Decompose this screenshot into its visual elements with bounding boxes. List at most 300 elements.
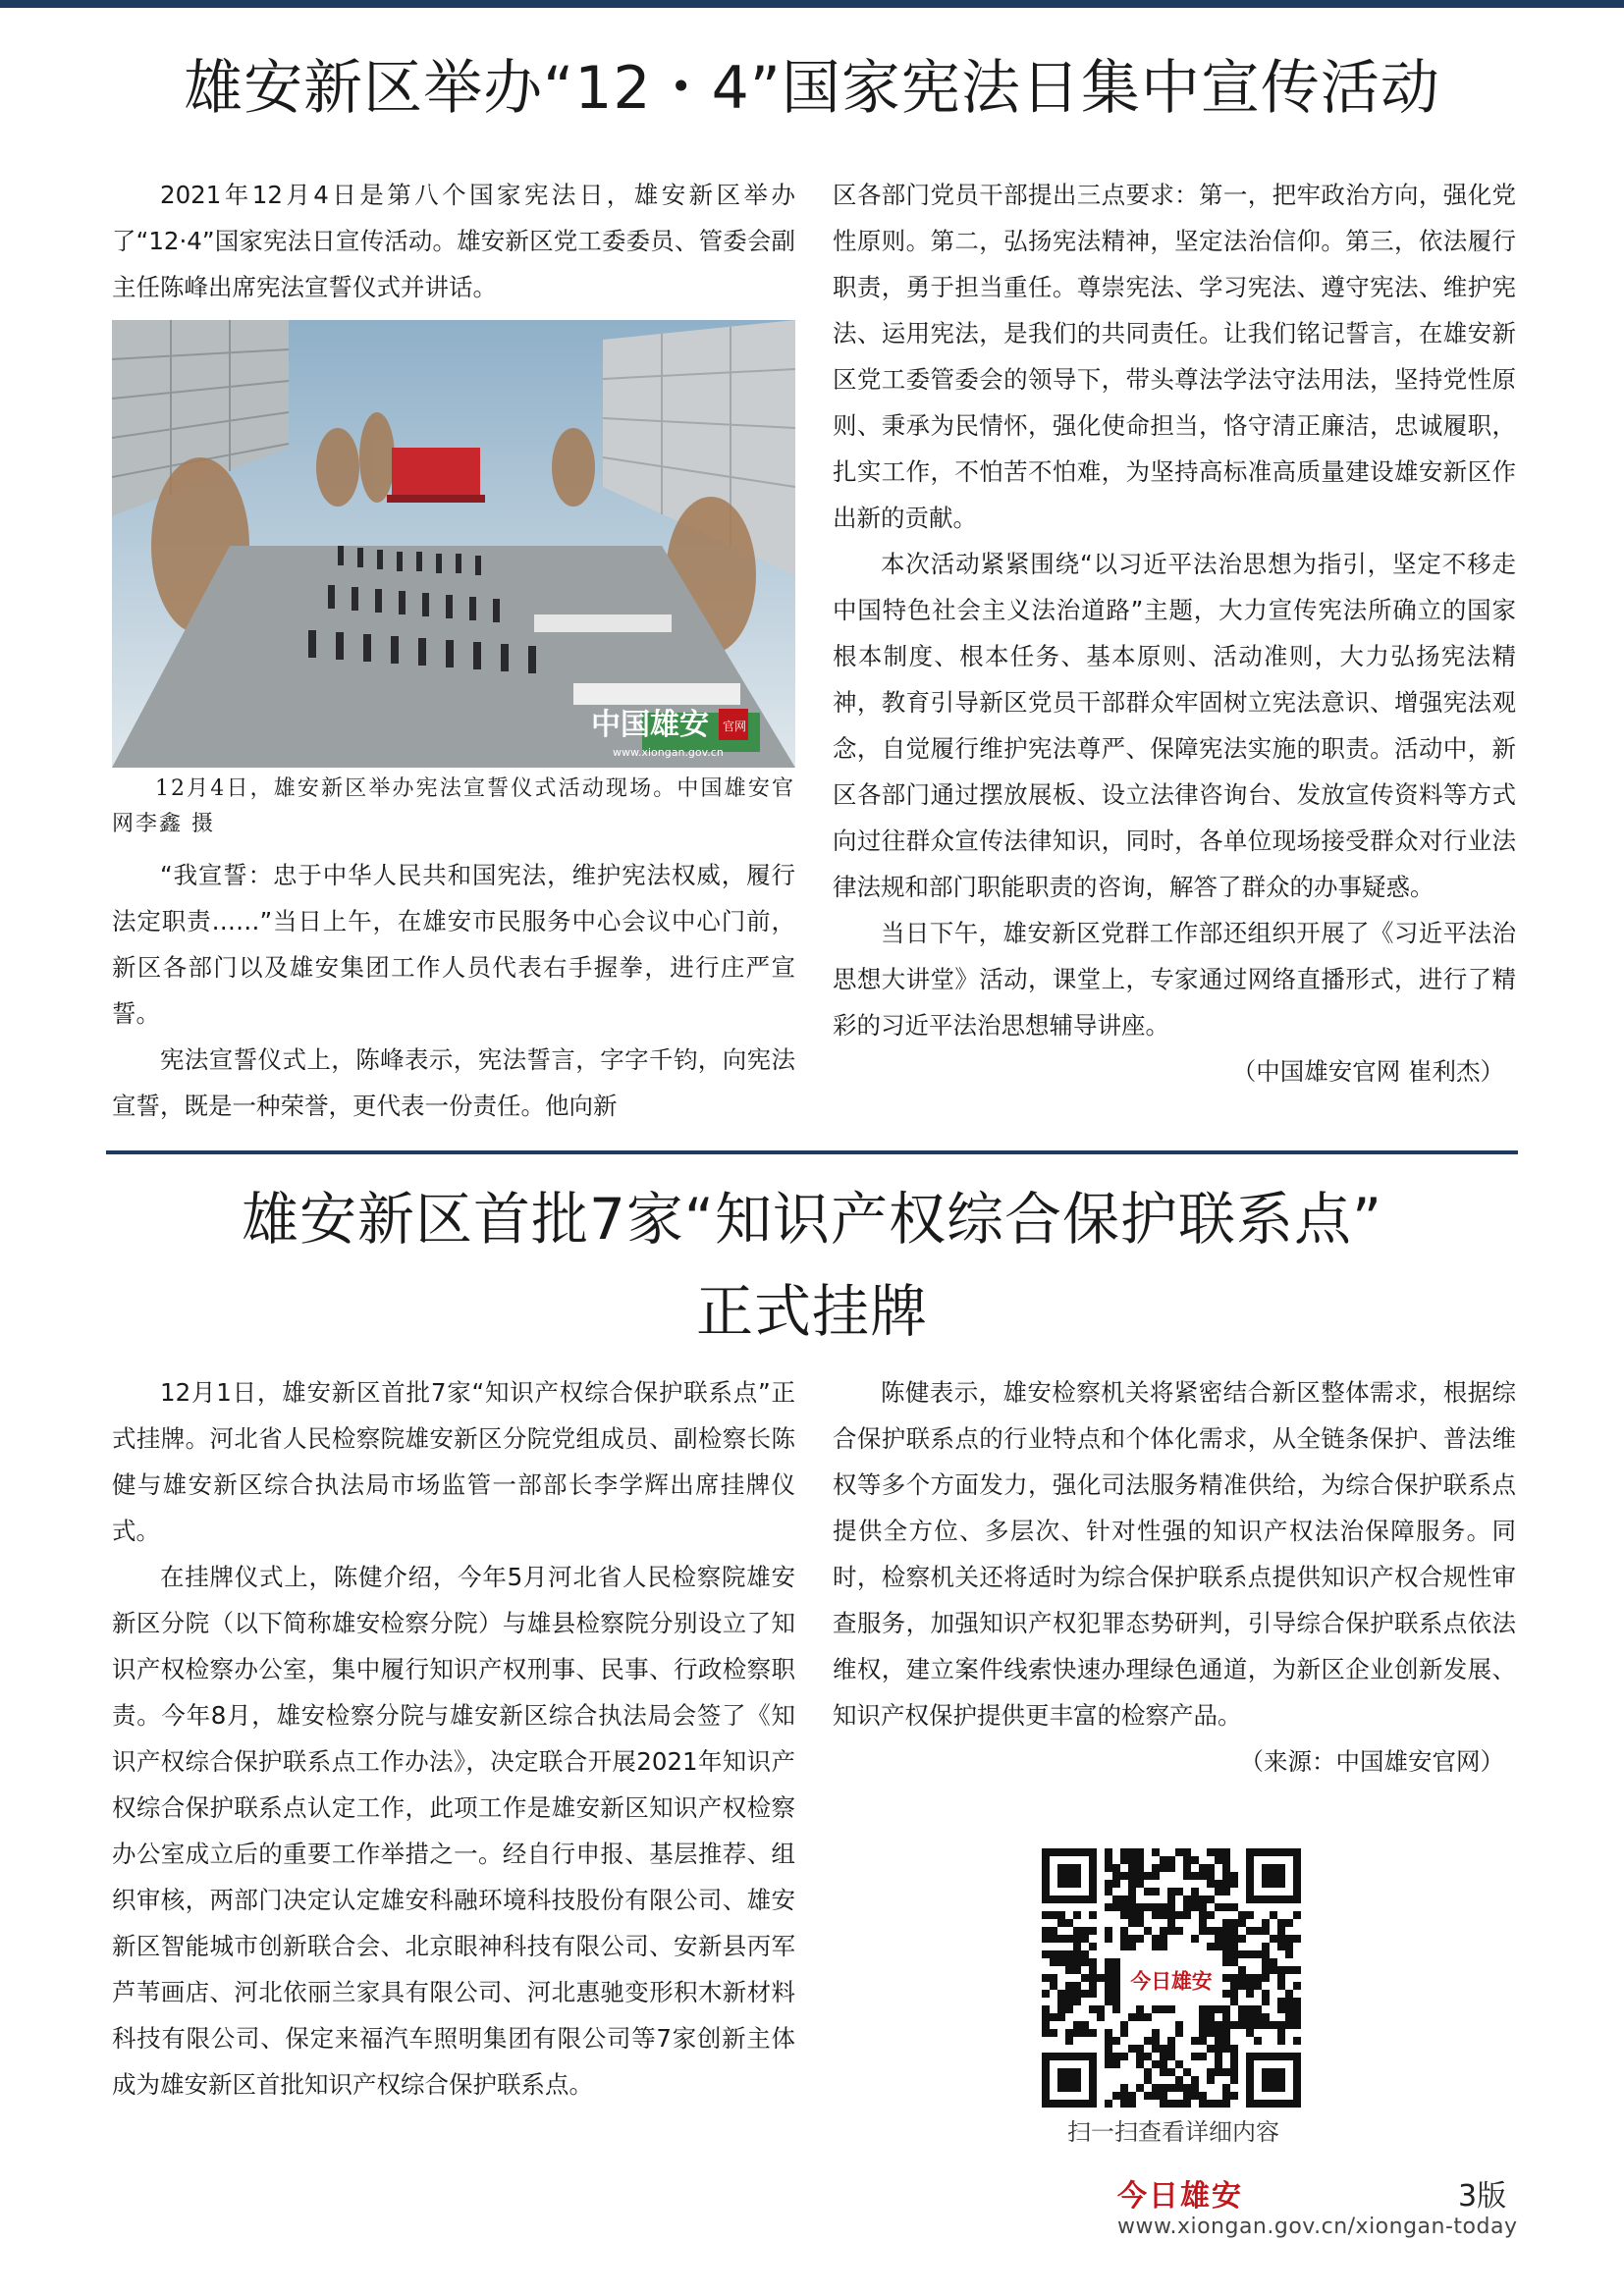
qr-module [1230,2068,1238,2076]
article2-credit: （来源：中国雄安官网） [1239,1747,1504,1776]
qr-module [1144,1927,1152,1935]
qr-module [1042,1911,1050,1919]
qr-module [1057,1919,1065,1927]
qr-module [1105,1998,1112,2005]
qr-module [1207,2045,1215,2053]
qr-module [1175,2029,1183,2037]
qr-module [1160,1911,1167,1919]
qr-module [1238,1911,1246,1919]
qr-module [1199,2013,1207,2021]
qr-module [1191,2092,1199,2100]
qr-module [1057,1990,1065,1998]
article1-paragraph-4: 本次活动紧紧围绕“以习近平法治思想为指引，坚定不移走中国特色社会主义法治道路”主题，大力宣传宪法所确立的国家根本制度、根本任务、基本原则、活动准则，大力弘扬宪法精神，教育引导新区党员干部群众牢固树立宪法意识、增强宪法观念，自觉履行维护宪法尊严、保障宪法实施的职责。活动中，新区各部门通过摆放展板、设立法律咨询台、发放宣传资料等方式向过往群众宣传法律知识，同时，各单位现场接受群众对行业法律法规和部门职能职责的咨询，解答了群众的办事疑惑。 [833,550,1516,901]
qr-module [1057,1950,1065,1958]
qr-module [1238,2013,1246,2021]
qr-module [1042,1990,1050,1998]
qr-module [1112,1966,1120,1974]
qr-module [1199,1919,1207,1927]
qr-module [1073,1943,1081,1950]
qr-module [1065,2029,1073,2037]
photo-caption: 12月4日，雄安新区举办宪法宣誓仪式活动现场。中国雄安官网李鑫 摄 [112,776,795,836]
qr-module [1105,1974,1112,1982]
qr-module [1207,2068,1215,2076]
qr-module [1073,2029,1081,2037]
qr-module [1207,1927,1215,1935]
qr-module [1230,2060,1238,2068]
qr-module [1152,2005,1160,2013]
qr-module [1089,1958,1097,1966]
qr-module [1215,1848,1222,1856]
qr-module [1262,1966,1270,1974]
qr-module [1120,2084,1128,2092]
qr-module [1105,2053,1112,2060]
qr-module [1222,1864,1230,1872]
qr-module [1254,1974,1262,1982]
qr-module [1050,1911,1057,1919]
qr-module [1057,2005,1065,2013]
qr-module [1112,1872,1120,1880]
qr-module [1144,1888,1152,1896]
qr-module [1128,1880,1136,1888]
qr-module [1128,1872,1136,1880]
article1-paragraph-3-continued: 区各部门党员干部提出三点要求：第一，把牢政治方向，强化党性原则。第二，弘扬宪法精神，坚定法治信仰。第三，依法履行职责，勇于担当重任。尊崇宪法、学习宪法、遵守宪法、维护宪法、运用宪法，是我们的共同责任。让我们铭记誓言，在雄安新区党工委管委会的领导下，带头尊法学法守法用法，坚持党性原则、秉承为民情怀，强化使命担当，恪守清正廉洁，忠诚履职，扎实工作，不怕苦不怕难，为坚持高标准高质量建设雄安新区作出新的贡献。 [833,181,1516,532]
qr-module [1285,1919,1293,1927]
qr-module [1089,2029,1097,2037]
qr-module [1285,2005,1293,2013]
qr-module [1199,2021,1207,2029]
qr-module [1128,1888,1136,1896]
qr-module [1277,1935,1285,1943]
qr-module [1238,1950,1246,1958]
qr-module [1160,1927,1167,1935]
qr-module [1277,2029,1285,2037]
qr-module [1136,1848,1144,1856]
qr-module [1050,1958,1057,1966]
qr-module [1293,2037,1301,2045]
qr-module [1073,1911,1081,1919]
qr-module [1152,1943,1160,1950]
qr-module [1215,2053,1222,2060]
qr-module [1089,1966,1097,1974]
qr-module [1152,1911,1160,1919]
qr-module [1167,1856,1175,1864]
qr-module [1199,1903,1207,1911]
qr-module [1222,2092,1230,2100]
qr-module [1230,1958,1238,1966]
qr-module [1215,1935,1222,1943]
qr-module [1191,1896,1199,1903]
qr-module [1262,2013,1270,2021]
qr-module [1073,2021,1081,2029]
qr-module [1215,2037,1222,2045]
qr-code-graphic [1042,1848,1301,2108]
qr-module [1065,2037,1073,2045]
qr-module [1136,1872,1144,1880]
qr-module [1222,2013,1230,2021]
qr-module [1277,2005,1285,2013]
qr-module [1144,2053,1152,2060]
qr-module [1230,1935,1238,1943]
qr-module [1215,2100,1222,2108]
qr-module [1230,1919,1238,1927]
qr-module [1167,2005,1175,2013]
qr-module [1215,1927,1222,1935]
qr-module [1222,2037,1230,2045]
qr-module [1152,2092,1160,2100]
qr-module [1057,1958,1065,1966]
qr-module [1183,2084,1191,2092]
qr-module [1199,2092,1207,2100]
qr-module [1105,1935,1112,1943]
qr-module [1089,1982,1097,1990]
qr-module [1073,1990,1081,1998]
article2-left-column [112,1369,795,2108]
qr-module [1160,2060,1167,2068]
qr-module [1293,2005,1301,2013]
qr-module [1112,1864,1120,1872]
qr-module [1167,2068,1175,2076]
qr-module [1042,2005,1050,2013]
qr-module [1160,2005,1167,2013]
qr-module [1270,1958,1277,1966]
qr-module [1191,2076,1199,2084]
qr-module [1112,1958,1120,1966]
qr-label: 扫一扫查看详细内容 [1067,2118,1279,2146]
qr-module [1270,1935,1277,1943]
article2-title [59,1173,1565,1358]
qr-module [1042,1974,1050,1982]
qr-module [1050,2029,1057,2037]
qr-module [1136,1880,1144,1888]
qr-module [1136,1903,1144,1911]
qr-module [1230,1872,1238,1880]
qr-module [1230,1880,1238,1888]
qr-module [1152,2084,1160,2092]
qr-module [1128,1919,1136,1927]
article1-paragraph-2: “我宣誓：忠于中华人民共和国宪法，维护宪法权威，履行法定职责……”当日上午，在雄安市民服务中心会议中心门前，新区各部门以及雄安集团工作人员代表右手握拳，进行庄严宣誓。 [112,861,795,1028]
qr-module [1112,1896,1120,1903]
qr-module [1128,1896,1136,1903]
qr-module [1073,1998,1081,2005]
qr-module [1167,2084,1175,2092]
qr-module [1262,1958,1270,1966]
qr-module [1199,2037,1207,2045]
qr-module [1152,2045,1160,2053]
qr-module [1183,1864,1191,1872]
qr-module [1089,2005,1097,2013]
qr-module [1238,2021,1246,2029]
qr-module [1120,1848,1128,1856]
qr-module [1246,1982,1254,1990]
qr-module [1136,2053,1144,2060]
qr-module [1152,2029,1160,2037]
qr-module [1160,1903,1167,1911]
qr-module [1293,1982,1301,1990]
qr-module [1270,2021,1277,2029]
qr-module [1105,1958,1112,1966]
qr-module [1230,2092,1238,2100]
qr-module [1246,1974,1254,1982]
qr-module [1152,1872,1160,1880]
qr-module [1112,1998,1120,2005]
qr-module [1073,1927,1081,1935]
qr-module [1089,1974,1097,1982]
qr-module [1120,1896,1128,1903]
qr-module [1073,1966,1081,1974]
qr-module [1199,1896,1207,1903]
qr-module [1222,2084,1230,2092]
qr-module [1120,2092,1128,2100]
qr-module [1191,1935,1199,1943]
qr-module [1112,1974,1120,1982]
qr-module [1222,2045,1230,2053]
qr-module [1120,1911,1128,1919]
qr-module [1152,2060,1160,2068]
qr-module [1120,2029,1128,2037]
article1-paragraph-3: 宪法宣誓仪式上，陈峰表示，宪法誓言，字字千钧，向宪法宣誓，既是一种荣誉，更代表一份责任。他向新 [112,1045,795,1120]
qr-module [1246,2029,1254,2037]
qr-module [1230,1974,1238,1982]
qr-module [1175,1848,1183,1856]
qr-module [1128,2100,1136,2108]
qr-module [1270,1911,1277,1919]
qr-module [1128,1935,1136,1943]
qr-module [1246,2021,1254,2029]
qr-module [1105,2100,1112,2108]
qr-module [1105,1848,1112,1856]
qr-module [1065,1966,1073,1974]
qr-module [1222,1927,1230,1935]
qr-module [1073,1935,1081,1943]
qr-module [1120,2100,1128,2108]
qr-module [1136,1911,1144,1919]
qr-module [1215,2068,1222,2076]
qr-module [1254,2037,1262,2045]
qr-module [1160,1935,1167,1943]
qr-module [1136,2084,1144,2092]
qr-module [1183,1872,1191,1880]
qr-module [1128,1943,1136,1950]
qr-module [1167,1927,1175,1935]
qr-module [1222,2029,1230,2037]
qr-module [1097,2005,1105,2013]
qr-module [1238,1935,1246,1943]
qr-module [1175,2076,1183,2084]
qr-module [1191,2084,1199,2092]
qr-module [1112,1880,1120,1888]
qr-center-text: 今日雄安 [1130,1968,1213,1994]
qr-module [1285,1950,1293,1958]
qr-module [1199,2053,1207,2060]
qr-module [1128,1911,1136,1919]
qr-module [1215,1943,1222,1950]
qr-module [1057,1911,1065,1919]
qr-module [1042,1950,1050,1958]
qr-module [1050,1950,1057,1958]
qr-module [1152,1935,1160,1943]
qr-module [1175,2060,1183,2068]
qr-module [1246,1927,1254,1935]
qr-module [1230,1982,1238,1990]
qr-module [1277,2037,1285,2045]
qr-module [1167,1911,1175,1919]
article1-paragraph-5: 当日下午，雄安新区党群工作部还组织开展了《习近平法治思想大讲堂》活动，课堂上，专家通过网络直播形式，进行了精彩的习近平法治思想辅导讲座。 [833,919,1516,1040]
qr-module [1167,2037,1175,2045]
qr-module [1207,2021,1215,2029]
article2-paragraph-2: 在挂牌仪式上，陈健介绍，今年5月河北省人民检察院雄安新区分院（以下简称雄安检察分院）与雄县检察院分别设立了知识产权检察办公室，集中履行知识产权刑事、民事、行政检察职责。今年8月，雄安检察分院与雄安新区综合执法局会签了《知识产权综合保护联系点工作办法》，决定联合开展2021年知识产权综合保护联系点认定工作，此项工作是雄安新区知识产权检察办公室成立后的重要工作举措之一。经自行申报、基层推荐、组织审核，两部门决定认定雄安科融环境科技股份有限公司、雄安新区智能城市创新联合会、北京眼神科技有限公司、安新县丙军芦苇画店、河北依丽兰家具有限公司、河北惠驰变形积木新材料科技有限公司、保定来福汽车照明集团有限公司等7家创新主体成为雄安新区首批知识产权综合保护联系点。 [112,1563,795,2099]
article1-credit: （中国雄安官网 崔利杰） [1231,1057,1504,1086]
article1-photo [112,320,795,768]
qr-module [1105,1927,1112,1935]
qr-module [1065,1950,1073,1958]
qr-module [1105,2029,1112,2037]
qr-module [1238,1966,1246,1974]
qr-module [1152,1888,1160,1896]
qr-module [1144,1872,1152,1880]
qr-module [1136,2013,1144,2021]
qr-module [1128,1848,1136,1856]
qr-module [1238,1982,1246,1990]
qr-module [1207,2076,1215,2084]
qr-module [1183,1911,1191,1919]
qr-module [1050,1982,1057,1990]
qr-module [1293,1966,1301,1974]
qr-module [1167,1864,1175,1872]
qr-module [1230,2076,1238,2084]
footer-url[interactable]: www.xiongan.gov.cn/xiongan-today [1117,2215,1518,2239]
qr-module [1112,2092,1120,2100]
qr-module [1262,1998,1270,2005]
qr-module [1222,1974,1230,1982]
qr-module [1160,1943,1167,1950]
qr-module [1160,2100,1167,2108]
qr-module [1222,2021,1230,2029]
qr-module [1144,2092,1152,2100]
qr-module [1238,1919,1246,1927]
qr-module [1081,1927,1089,1935]
qr-module [1277,1943,1285,1950]
qr-module [1199,2100,1207,2108]
qr-module [1199,2029,1207,2037]
qr-module [1120,1903,1128,1911]
qr-module [1183,2100,1191,2108]
qr-module [1230,2045,1238,2053]
qr-module [1254,2013,1262,2021]
qr-module [1065,1958,1073,1966]
section-divider [106,1150,1518,1154]
qr-module [1222,1990,1230,1998]
qr-module [1042,1927,1050,1935]
qr-module [1136,2005,1144,2013]
qr-module [1128,1856,1136,1864]
qr-code[interactable] [1042,1848,1301,2108]
qr-module [1183,2068,1191,2076]
qr-module [1065,1919,1073,1927]
qr-module [1120,1927,1128,1935]
qr-module [1293,1935,1301,1943]
qr-module [1191,2037,1199,2045]
qr-module [1285,2021,1293,2029]
qr-module [1128,2013,1136,2021]
qr-module [1293,1911,1301,1919]
qr-module [1144,2013,1152,2021]
qr-module [1065,1998,1073,2005]
qr-module [1222,1888,1230,1896]
qr-module [1105,1888,1112,1896]
qr-module [1144,2068,1152,2076]
qr-module [1042,2029,1050,2037]
qr-module [1160,2092,1167,2100]
article1-right-column [833,172,1516,1095]
qr-module [1230,2053,1238,2060]
qr-module [1207,2013,1215,2021]
qr-module [1175,2100,1183,2108]
qr-module [1183,1903,1191,1911]
qr-module [1215,1903,1222,1911]
qr-module [1065,2005,1073,2013]
ceremony-photo-illustration [112,320,795,768]
qr-module [1167,1896,1175,1903]
qr-module [1246,2013,1254,2021]
qr-module [1215,2045,1222,2053]
qr-module [1207,2100,1215,2108]
qr-module [1207,1864,1215,1872]
qr-module [1199,2005,1207,2013]
article2-title-line2: 正式挂牌 [695,1278,928,1345]
qr-module [1215,1880,1222,1888]
qr-module [1081,1990,1089,1998]
qr-module [1081,1974,1089,1982]
top-accent-bar [0,0,1624,8]
qr-module [1277,1998,1285,2005]
qr-module [1112,1903,1120,1911]
qr-module [1175,1888,1183,1896]
qr-module [1285,1966,1293,1974]
qr-module [1277,1982,1285,1990]
qr-module [1222,1872,1230,1880]
qr-module [1175,1911,1183,1919]
qr-module [1285,1943,1293,1950]
qr-module [1050,1927,1057,1935]
qr-module [1238,1974,1246,1982]
qr-module [1215,2029,1222,2037]
qr-module [1081,2029,1089,2037]
qr-module [1042,1935,1050,1943]
qr-module [1222,1943,1230,1950]
qr-module [1254,1982,1262,1990]
qr-module [1285,1998,1293,2005]
qr-module [1230,1943,1238,1950]
qr-module [1073,1958,1081,1966]
qr-module [1270,1966,1277,1974]
qr-module [1183,1856,1191,1864]
qr-module [1105,2060,1112,2068]
qr-module [1050,2013,1057,2021]
qr-module [1136,2060,1144,2068]
qr-module [1175,1927,1183,1935]
qr-module [1230,1903,1238,1911]
watermark-text: 中国雄安 [591,708,709,742]
qr-module [1112,2060,1120,2068]
qr-module [1167,1903,1175,1911]
qr-module [1262,1927,1270,1935]
qr-module [1160,2045,1167,2053]
qr-module [1277,1919,1285,1927]
article2-right-column [833,1369,1516,1785]
qr-module [1199,1872,1207,1880]
qr-module [1207,1872,1215,1880]
qr-module [1160,2068,1167,2076]
